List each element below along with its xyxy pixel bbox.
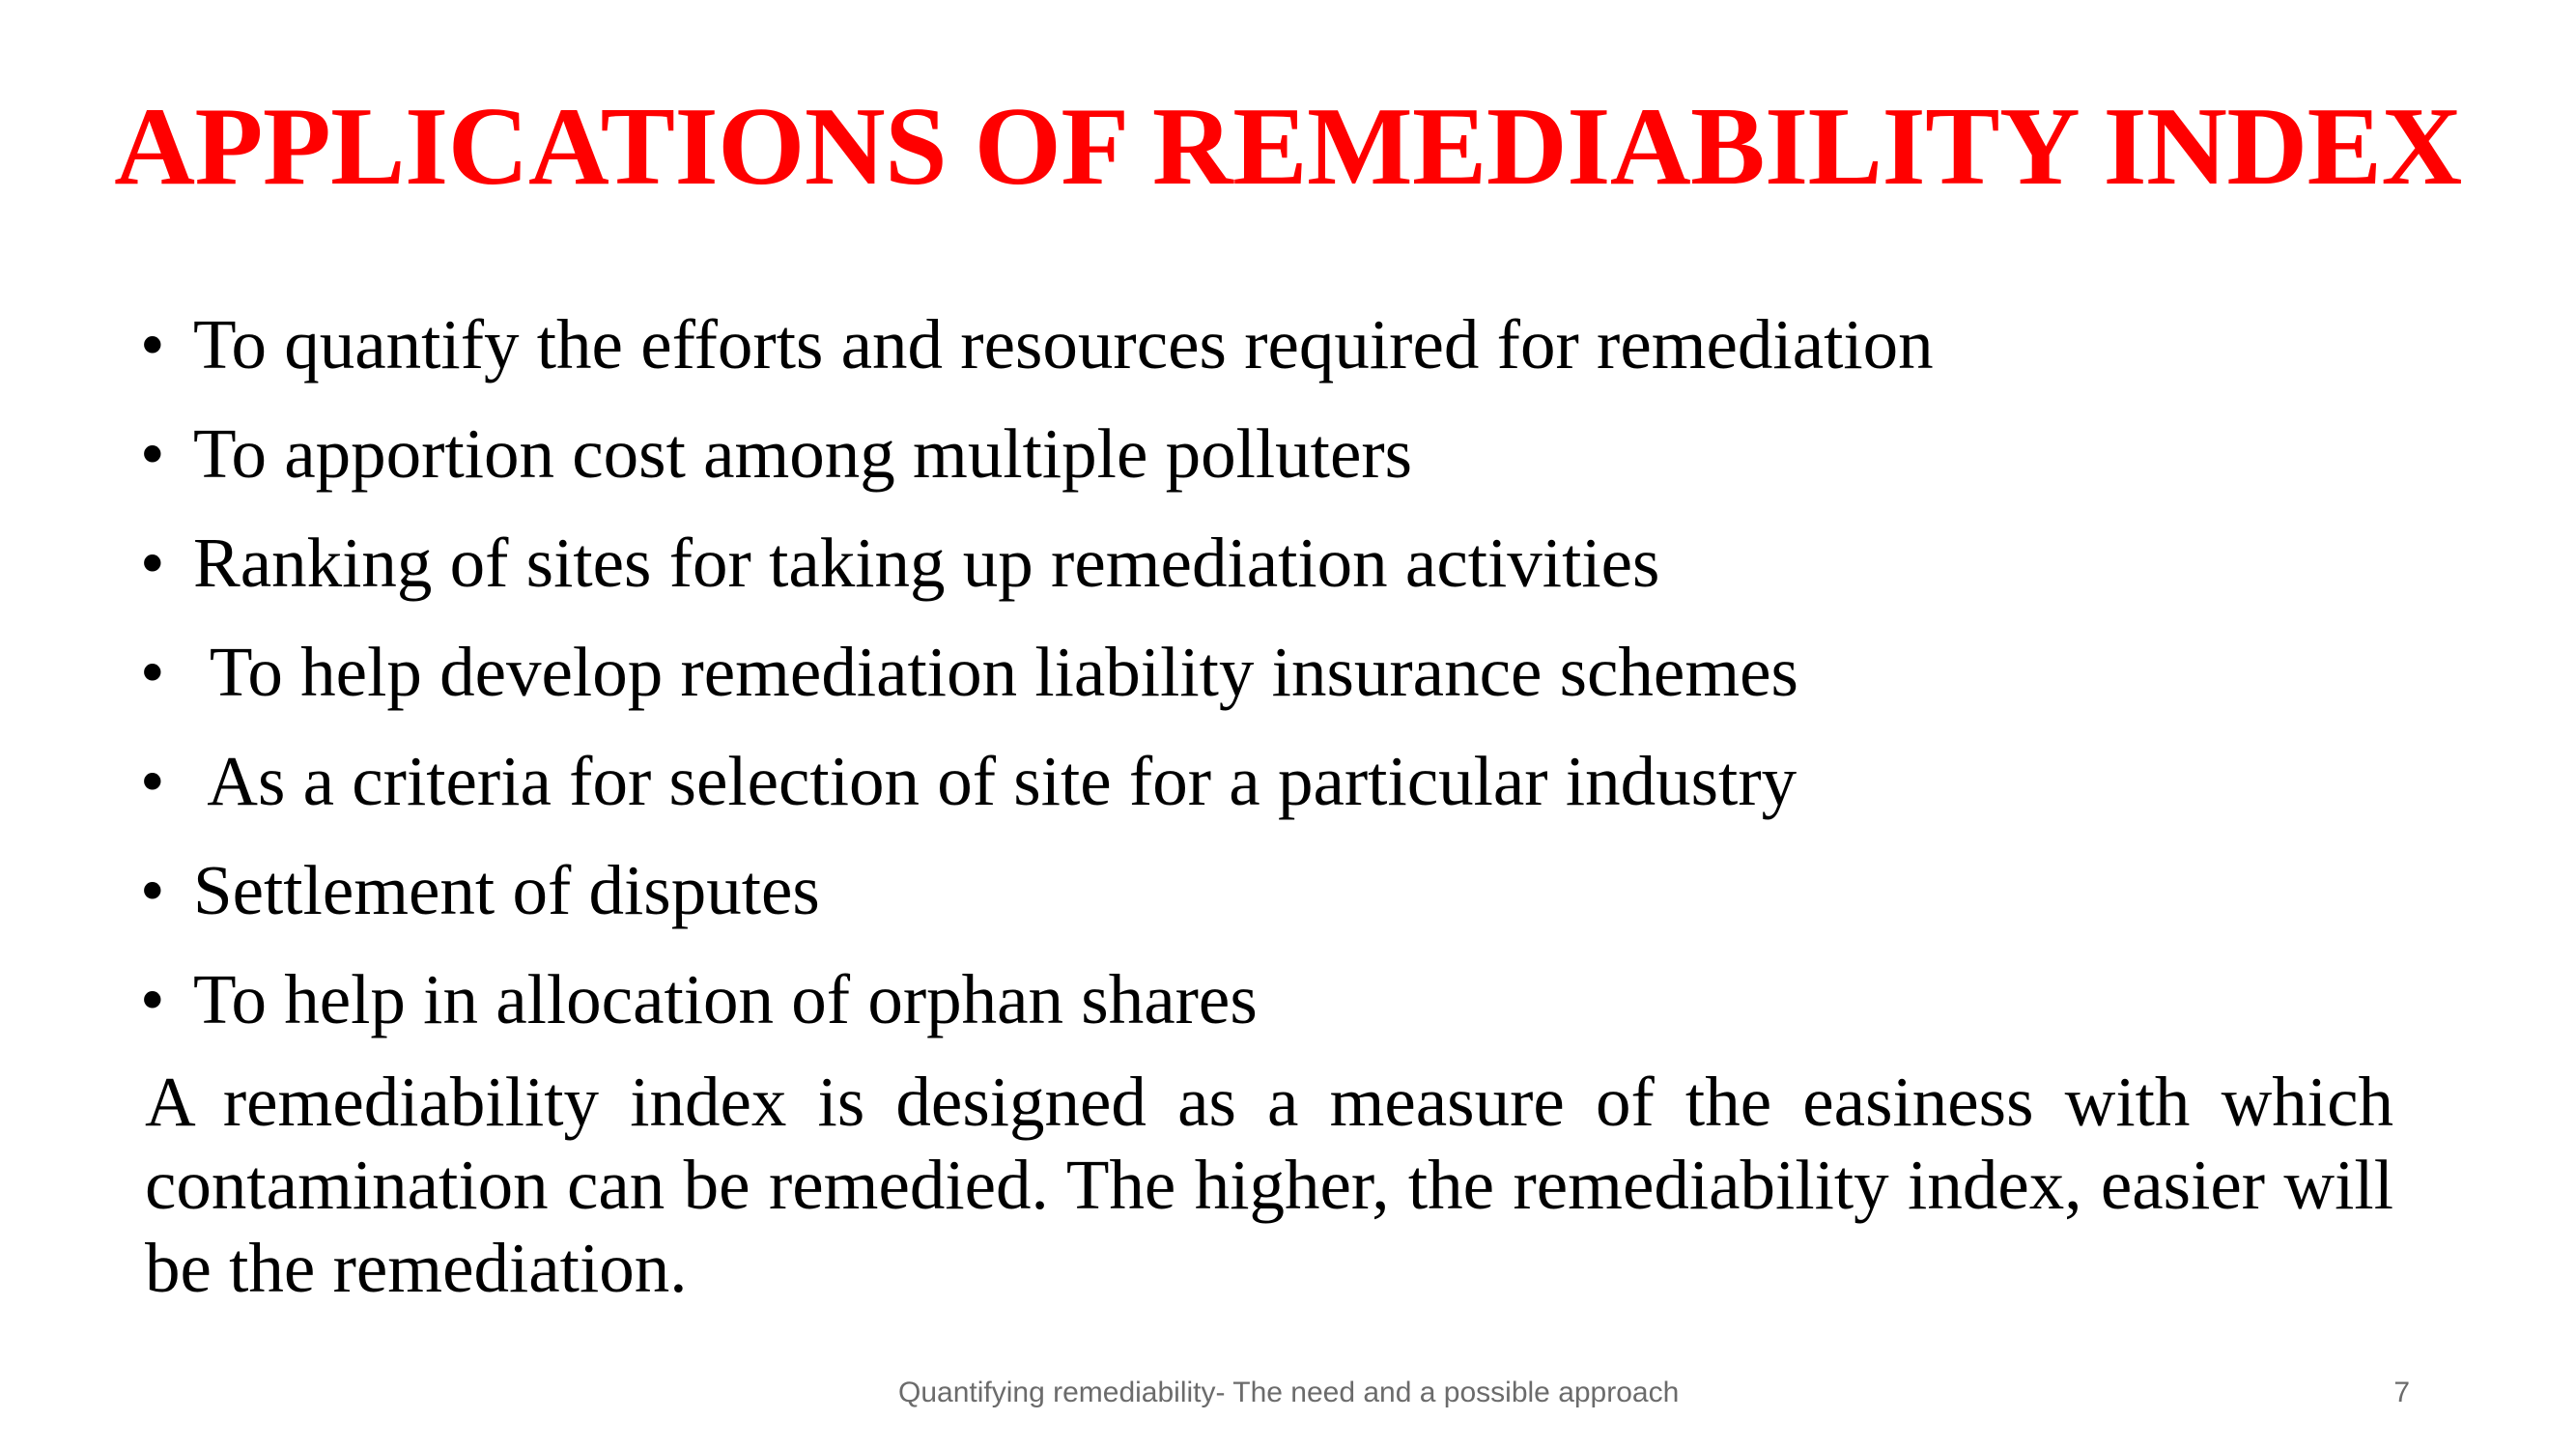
bullet-item xyxy=(140,290,1934,399)
bullet-item xyxy=(140,945,1934,1054)
bullet-glyph: • xyxy=(140,742,165,820)
bullet-list xyxy=(140,290,1934,1054)
bullet-item xyxy=(140,836,1934,945)
bullet-glyph: • xyxy=(140,851,165,929)
definition-paragraph: A remediability index is designed as a measure of the easiness with which contamination can be remedied. The higher, the remediability index, easier will be the remediation. xyxy=(145,1063,2393,1307)
bullet-text: Ranking of sites for taking up remediation activities xyxy=(193,524,1660,602)
bullet-text: As a criteria for selection of site for a particular industry xyxy=(193,742,1798,820)
page-number: 7 xyxy=(2393,1377,2410,1408)
bullet-text: To quantify the efforts and resources required for remediation xyxy=(193,305,1934,384)
slide-footer: Quantifying remediability- The need and a possible approach xyxy=(898,1377,1680,1408)
bullet-glyph: • xyxy=(140,414,165,493)
bullet-glyph: • xyxy=(140,305,165,384)
bullet-item xyxy=(140,508,1934,617)
bullet-glyph: • xyxy=(140,633,165,711)
bullet-glyph: • xyxy=(140,524,165,602)
bullet-text: Settlement of disputes xyxy=(193,851,820,929)
bullet-item xyxy=(140,617,1934,726)
bullet-item xyxy=(140,399,1934,508)
bullet-text: To help in allocation of orphan shares xyxy=(193,960,1258,1038)
bullet-text: To apportion cost among multiple polluters xyxy=(193,414,1413,493)
bullet-item xyxy=(140,726,1934,836)
bullet-glyph: • xyxy=(140,960,165,1038)
bullet-text: To help develop remediation liability insurance schemes xyxy=(193,633,1798,711)
slide-title: APPLICATIONS OF REMEDIABILITY INDEX xyxy=(114,85,2462,209)
